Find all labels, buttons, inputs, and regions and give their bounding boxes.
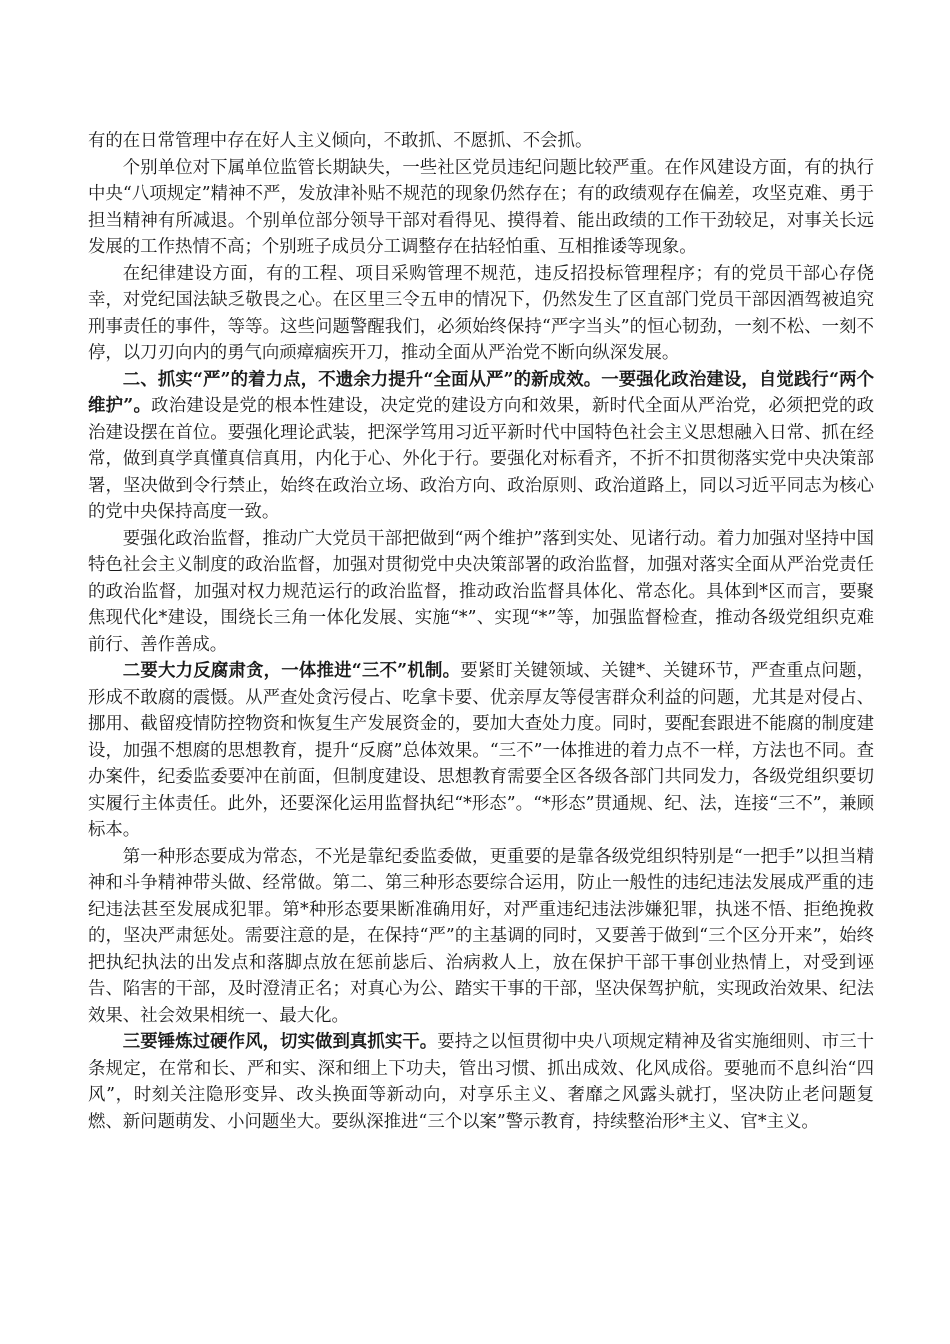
paragraph-4-text: 政治建设是党的根本性建设，决定党的建设方向和效果，新时代全面从严治党，必须把党的政治建设摆在首位。要强化理论武装，把深学笃用习近平新时代中国特色社会主义思想融入日常、抓在经常，做到真学真懂真信真用，内化于心、外化于行。要强化对标看齐，不折不扣贯彻落实党中央决策部署，坚决做到令行禁止，始终在政治立场、政治方向、政治原则、政治道路上，同以习近平同志为核心的党中央保持高度一致。: [88, 396, 874, 522]
paragraph-3: [88, 261, 874, 367]
document-page: [88, 128, 874, 1135]
paragraph-6-text: 要紧盯关键领域、关键*、关键环节，严查重点问题，形成不敢腐的震慑。从严查处贪污侵占、吃拿卡要、优亲厚友等侵害群众利益的问题，尤其是对侵占、挪用、截留疫情防控物资和恢复生产发展资金的，要加大查处力度。同时，要配套跟进不能腐的制度建设，加强不想腐的思想教育，提升“反腐”总体效果。“三不”一体推进的着力点不一样，方法也不同。查办案件，纪委监委要冲在前面，但制度建设、思想教育需要全区各级各部门共同发力，各级党组织要切实履行主体责任。此外，还要深化运用监督执纪“*形态”。“*形态”贯通规、纪、法，连接“三不”，兼顾标本。: [88, 661, 874, 840]
paragraph-8-text: 要持之以恒贯彻中央八项规定精神及省实施细则、市三十条规定，在常和长、严和实、深和细上下功夫，管出习惯、抓出成效、化风成俗。要驰而不息纠治“四风”，时刻关注隐形变异、改头换面等新动向，对享乐主义、奢靡之风露头就打，坚决防止老问题复燃、新问题萌发、小问题坐大。要纵深推进“三个以案”警示教育，持续整治形*主义、官*主义。: [88, 1032, 874, 1132]
subheading-2: 二要大力反腐肃贪，一体推进“三不”机制。: [122, 661, 461, 681]
paragraph-4: [88, 367, 874, 526]
subheading-3: 三要锤炼过硬作风，切实做到真抓实干。: [122, 1032, 438, 1052]
paragraph-2-text: 个别单位对下属单位监管长期缺失，一些社区党员违纪问题比较严重。在作风建设方面，有的执行中央“八项规定”精神不严，发放津补贴不规范的现象仍然存在；有的政绩观存在偏差，攻坚克难、勇于担当精神有所减退。个别单位部分领导干部对看得见、摸得着、能出政绩的工作干劲较足，对事关长远发展的工作热情不高；个别班子成员分工调整存在拈轻怕重、互相推诿等现象。: [88, 157, 874, 257]
section-heading-2: 二、抓实“严”的着力点，不遗余力提升“全面从严”的新成效。一要强化政治建设，自觉践行“两个维护”。: [88, 369, 874, 416]
paragraph-5-text: 要强化政治监督，推动广大党员干部把做到“两个维护”落到实处、见诸行动。着力加强对坚持中国特色社会主义制度的政治监督，加强对贯彻党中央决策部署的政治监督，加强对落实全面从严治党责任的政治监督，加强对权力规范运行的政治监督，推动政治监督具体化、常态化。具体到*区而言，要聚焦现代化*建设，围绕长三角一体化发展、实施“*”、实现“*”等，加强监督检查，推动各级党组织克难前行、善作善成。: [88, 528, 874, 655]
paragraph-3-text: 在纪律建设方面，有的工程、项目采购管理不规范，违反招投标管理程序；有的党员干部心存侥幸，对党纪国法缺乏敬畏之心。在区里三令五申的情况下，仍然发生了区直部门党员干部因酒驾被追究刑事责任的事件，等等。这些问题警醒我们，必须始终保持“严字当头”的恒心韧劲，一刻不松、一刻不停，以刀刃向内的勇气向顽瘴痼疾开刀，推动全面从严治党不断向纵深发展。: [88, 263, 874, 363]
paragraph-7: [88, 844, 874, 1030]
paragraph-7-text: 第一种形态要成为常态，不光是靠纪委监委做，更重要的是靠各级党组织特别是“一把手”以担当精神和斗争精神带头做、经常做。第二、第三种形态要综合运用，防止一般性的违纪违法发展成严重的违纪违法甚至发展成犯罪。第*种形态要果断准确用好，对严重违纪违法涉嫌犯罪，执迷不悟、拒绝挽救的，坚决严肃惩处。需要注意的是，在保持“严”的主基调的同时，又要善于做到“三个区分开来”，始终把执纪执法的出发点和落脚点放在惩前毖后、治病救人上，放在保护干部干事创业热情上，对受到诬告、陷害的干部，及时澄清正名；对真心为公、踏实干事的干部，坚决保驾护航，实现政治效果、纪法效果、社会效果相统一、最大化。: [88, 846, 874, 1026]
paragraph-1-text: 有的在日常管理中存在好人主义倾向，不敢抓、不愿抓、不会抓。: [88, 131, 593, 151]
paragraph-2: [88, 155, 874, 261]
paragraph-8: [88, 1029, 874, 1135]
paragraph-1: [88, 128, 874, 155]
paragraph-6: [88, 658, 874, 844]
paragraph-5: [88, 526, 874, 659]
